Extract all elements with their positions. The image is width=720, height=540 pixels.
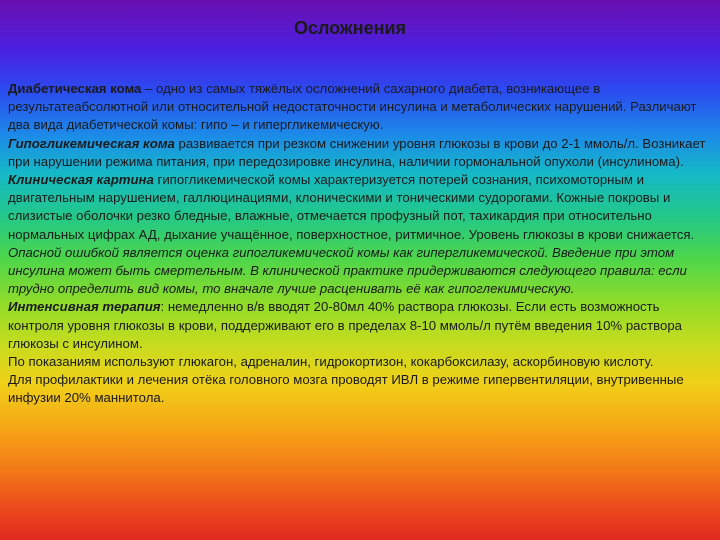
warning-clinical-picture: Опасной ошибкой является оценка гипогликемической комы как гипергликемической. Введение при этом инсулина может быть смертельным. В клинической практике придерживаются следующего правила: если трудно определить вид комы, то вначале лучше расценивать её как гипоглекимическую. [8,244,687,297]
paragraph-diabetic-coma [8,80,712,135]
paragraph-intensive-therapy [8,298,712,353]
term-hypoglycemic-coma: Гипогликемическая кома [8,135,175,151]
term-clinical-picture: Клиническая картина [8,172,154,188]
term-intensive-therapy: Интенсивная терапия [8,299,161,315]
paragraph-clinical-picture [8,171,712,298]
text-diabetic-coma: – одно из самых тяжёлых осложнений сахарного диабета, возникающее в результатеабсолютной или относительной недостаточности инсулина и метаболических нарушений. Различают два вида диабетической комы: гипо – и гипергликемическую. [8,81,697,133]
paragraph-prevention: Для профилактики и лечения отёка головного мозга проводят ИВЛ в режиме гипервентиляции, внутривенные инфузии 20% маннитола. [8,372,684,406]
slide-title: Осложнения [293,18,407,38]
slide-body [8,80,712,408]
paragraph-hypoglycemic-coma [8,135,712,171]
text-intensive-therapy: : немедленно в/в вводят 20-80мл 40% раствора глюкозы. Если есть возможность контроля уровня глюкозы в крови, поддерживают его в пределах 8-10 ммоль/л путём введения 10% раствора глюкозы с инсулином. [8,299,682,351]
paragraph-indications: По показаниям используют глюкагон, адреналин, гидрокортизон, кокарбоксилазу, аскорбиновую кислоту. [8,354,654,370]
text-hypoglycemic-coma: развивается при резком снижении уровня глюкозы в крови до 2-1 ммоль/л. Возникает при нарушении режима питания, при передозировке инсулина, наличии гормональной опухоли (инсулинома). [8,135,706,169]
text-clinical-picture: гипогликемической комы характеризуется потерей сознания, психомоторным и двигательным нарушением, галлюцинациями, клоническими и тоническими судорогами. Кожные покровы и слизистые оболочки резко бледные, влажные, отмечается профузный пот, тахикардия при относительно нормальных цифрах АД, дыхание учащённое, поверхностное, ритмичное. Уровень глюкозы в крови снижается. [8,172,695,242]
term-diabetic-coma: Диабетическая кома [8,81,142,96]
